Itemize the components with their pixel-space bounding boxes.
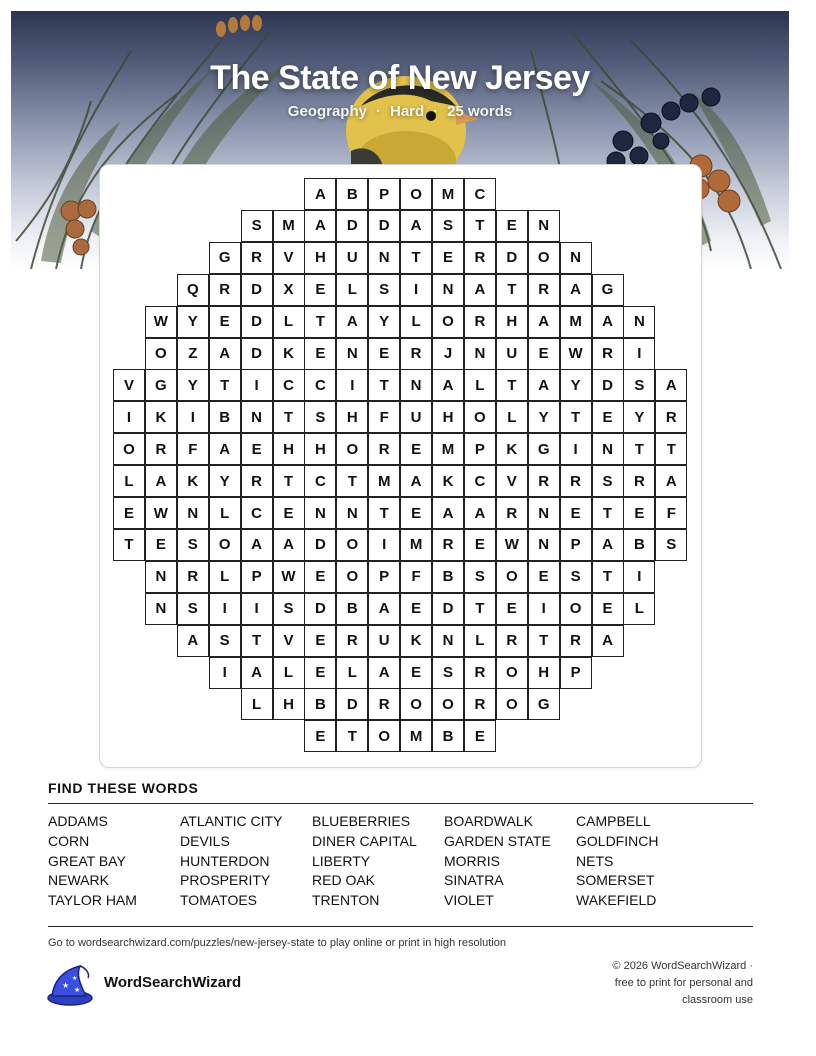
grid-cell[interactable]: A — [655, 369, 687, 401]
grid-cell[interactable]: R — [560, 625, 592, 657]
grid-cell[interactable]: T — [592, 561, 624, 593]
grid-cell[interactable]: W — [145, 497, 177, 529]
grid-cell[interactable]: H — [304, 242, 336, 274]
word-list-item: SINATRA — [444, 872, 504, 889]
word-list-item: MORRIS — [444, 852, 500, 869]
grid-cell[interactable]: M — [368, 465, 400, 497]
grid-cell[interactable]: Q — [177, 274, 209, 306]
grid-cell[interactable]: E — [400, 593, 432, 625]
grid-cell[interactable]: T — [528, 625, 560, 657]
grid-cell[interactable]: L — [336, 274, 368, 306]
word-list-item: TRENTON — [312, 892, 380, 909]
grid-cell[interactable]: O — [336, 561, 368, 593]
word-list-item: PROSPERITY — [180, 872, 271, 889]
grid-cell[interactable]: S — [432, 657, 464, 689]
grid-cell[interactable]: D — [241, 338, 273, 370]
word-list-item: NEWARK — [48, 872, 109, 889]
grid-cell[interactable]: U — [336, 242, 368, 274]
grid-cell[interactable]: S — [464, 561, 496, 593]
category-label: Geography — [287, 103, 367, 120]
grid-cell[interactable]: U — [496, 338, 528, 370]
grid-cell[interactable]: T — [368, 497, 400, 529]
grid-cell[interactable]: R — [432, 529, 464, 561]
grid-cell[interactable]: T — [336, 465, 368, 497]
grid-cell[interactable]: O — [432, 306, 464, 338]
grid-cell[interactable]: N — [528, 497, 560, 529]
grid-cell[interactable]: L — [209, 497, 241, 529]
grid-cell[interactable]: D — [368, 210, 400, 242]
grid-cell[interactable]: K — [145, 401, 177, 433]
grid-cell[interactable]: B — [336, 593, 368, 625]
grid-cell[interactable]: V — [273, 625, 305, 657]
grid-cell[interactable]: S — [177, 593, 209, 625]
word-list-heading: FIND THESE WORDS — [48, 780, 199, 796]
divider — [48, 926, 753, 927]
grid-cell[interactable]: S — [273, 593, 305, 625]
grid-cell[interactable]: P — [368, 178, 400, 210]
grid-cell[interactable]: J — [432, 338, 464, 370]
grid-cell[interactable]: N — [560, 242, 592, 274]
grid-cell[interactable]: A — [336, 306, 368, 338]
grid-cell[interactable]: D — [241, 306, 273, 338]
word-list-item: DEVILS — [180, 832, 230, 849]
grid-cell[interactable]: S — [560, 561, 592, 593]
grid-cell[interactable]: H — [273, 688, 305, 720]
grid-cell[interactable]: O — [336, 433, 368, 465]
grid-cell[interactable]: T — [623, 433, 655, 465]
grid-cell[interactable]: S — [304, 401, 336, 433]
grid-cell[interactable]: Y — [528, 401, 560, 433]
grid-cell[interactable]: T — [496, 369, 528, 401]
word-list-item: TOMATOES — [180, 892, 258, 909]
grid-cell[interactable]: L — [273, 306, 305, 338]
grid-cell[interactable]: S — [368, 274, 400, 306]
grid-cell[interactable]: N — [177, 497, 209, 529]
grid-cell[interactable]: L — [209, 561, 241, 593]
grid-cell[interactable]: R — [241, 465, 273, 497]
grid-cell[interactable]: E — [592, 401, 624, 433]
grid-cell[interactable]: D — [592, 369, 624, 401]
word-list-item: DINER CAPITAL — [312, 832, 417, 849]
grid-cell[interactable]: R — [528, 274, 560, 306]
grid-cell[interactable]: A — [528, 369, 560, 401]
grid-cell[interactable]: I — [241, 593, 273, 625]
word-list-item: TAYLOR HAM — [48, 892, 137, 909]
grid-cell[interactable]: E — [241, 433, 273, 465]
grid-cell[interactable]: T — [496, 274, 528, 306]
grid-cell[interactable]: R — [209, 274, 241, 306]
grid-cell[interactable]: O — [113, 433, 145, 465]
grid-cell[interactable]: I — [241, 369, 273, 401]
grid-cell[interactable]: O — [528, 242, 560, 274]
grid-cell[interactable]: N — [623, 306, 655, 338]
grid-cell[interactable]: O — [496, 688, 528, 720]
grid-cell[interactable]: S — [623, 369, 655, 401]
grid-cell[interactable]: W — [496, 529, 528, 561]
grid-cell[interactable]: E — [273, 497, 305, 529]
grid-cell[interactable]: L — [464, 625, 496, 657]
grid-cell[interactable]: I — [400, 274, 432, 306]
grid-cell[interactable]: I — [528, 593, 560, 625]
grid-cell[interactable]: R — [496, 497, 528, 529]
word-list-item: ADDAMS — [48, 813, 108, 829]
grid-cell[interactable]: V — [113, 369, 145, 401]
grid-cell[interactable]: D — [336, 210, 368, 242]
word-count-label: 25 words — [447, 103, 513, 120]
grid-cell[interactable]: I — [368, 529, 400, 561]
grid-cell[interactable]: B — [304, 688, 336, 720]
grid-cell[interactable]: W — [145, 306, 177, 338]
grid-cell[interactable]: W — [560, 338, 592, 370]
grid-cell[interactable]: R — [400, 338, 432, 370]
grid-cell[interactable]: E — [560, 497, 592, 529]
word-list-item: GREAT BAY — [48, 852, 126, 869]
grid-cell[interactable]: B — [432, 720, 464, 752]
grid-cell[interactable]: E — [496, 210, 528, 242]
grid-cell[interactable]: B — [336, 178, 368, 210]
grid-cell[interactable]: E — [113, 497, 145, 529]
grid-cell[interactable]: S — [432, 210, 464, 242]
grid-cell[interactable]: O — [560, 593, 592, 625]
grid-cell[interactable]: E — [464, 720, 496, 752]
grid-cell[interactable]: I — [623, 561, 655, 593]
grid-cell[interactable]: A — [177, 625, 209, 657]
grid-cell[interactable]: U — [368, 625, 400, 657]
grid-cell[interactable]: A — [209, 433, 241, 465]
grid-cell[interactable]: E — [528, 338, 560, 370]
grid-cell[interactable]: H — [496, 306, 528, 338]
grid-cell[interactable]: Y — [623, 401, 655, 433]
word-list-item: WAKEFIELD — [576, 892, 657, 909]
grid-cell[interactable]: E — [304, 720, 336, 752]
grid-cell[interactable]: P — [241, 561, 273, 593]
grid-cell[interactable]: A — [368, 593, 400, 625]
grid-cell[interactable]: F — [400, 561, 432, 593]
grid-cell[interactable]: C — [273, 369, 305, 401]
grid-cell[interactable]: O — [368, 720, 400, 752]
grid-cell[interactable]: N — [432, 274, 464, 306]
grid-cell[interactable]: S — [655, 529, 687, 561]
word-list-item: LIBERTY — [312, 852, 371, 869]
grid-cell[interactable]: R — [560, 465, 592, 497]
grid-cell[interactable]: Z — [177, 338, 209, 370]
grid-cell[interactable]: A — [304, 178, 336, 210]
grid-cell[interactable]: R — [592, 338, 624, 370]
grid-cell[interactable]: N — [528, 210, 560, 242]
grid-cell[interactable]: K — [177, 465, 209, 497]
grid-cell[interactable]: A — [432, 369, 464, 401]
word-list-item: HUNTERDON — [180, 852, 270, 869]
grid-cell[interactable]: F — [177, 433, 209, 465]
word-list-item: VIOLET — [444, 892, 494, 909]
grid-cell[interactable]: R — [241, 242, 273, 274]
grid-cell[interactable]: L — [623, 593, 655, 625]
grid-cell[interactable]: E — [400, 497, 432, 529]
grid-cell[interactable]: R — [464, 306, 496, 338]
grid-cell[interactable]: A — [432, 497, 464, 529]
word-list-item: GARDEN STATE — [444, 832, 551, 849]
grid-cell[interactable]: E — [304, 561, 336, 593]
grid-cell[interactable]: A — [273, 529, 305, 561]
grid-cell[interactable]: I — [209, 657, 241, 689]
grid-cell[interactable]: C — [464, 465, 496, 497]
grid-cell[interactable]: K — [273, 338, 305, 370]
grid-cell[interactable]: C — [241, 497, 273, 529]
grid-cell[interactable]: A — [655, 465, 687, 497]
grid-cell[interactable]: T — [209, 369, 241, 401]
grid-cell[interactable]: R — [464, 688, 496, 720]
grid-cell[interactable]: L — [113, 465, 145, 497]
grid-cell[interactable]: P — [560, 529, 592, 561]
grid-cell[interactable]: D — [304, 529, 336, 561]
grid-cell[interactable]: T — [113, 529, 145, 561]
grid-cell[interactable]: P — [560, 657, 592, 689]
grid-cell[interactable]: B — [623, 529, 655, 561]
grid-cell[interactable]: A — [145, 465, 177, 497]
grid-cell[interactable]: Y — [368, 306, 400, 338]
grid-cell[interactable]: G — [528, 688, 560, 720]
word-list — [48, 813, 753, 912]
grid-cell[interactable]: R — [145, 433, 177, 465]
grid-cell[interactable]: N — [432, 625, 464, 657]
grid-cell[interactable]: E — [145, 529, 177, 561]
grid-cell[interactable]: T — [273, 401, 305, 433]
grid-cell[interactable]: L — [496, 401, 528, 433]
difficulty-label: Hard — [389, 103, 425, 120]
grid-cell[interactable]: X — [273, 274, 305, 306]
grid-cell[interactable]: M — [432, 178, 464, 210]
grid-cell[interactable]: A — [304, 210, 336, 242]
grid-cell[interactable]: S — [177, 529, 209, 561]
grid-cell[interactable]: T — [560, 401, 592, 433]
grid-cell[interactable]: A — [241, 657, 273, 689]
grid-cell[interactable]: R — [368, 433, 400, 465]
puzzle-meta: Geography · Hard · 25 words — [287, 103, 513, 120]
grid-cell[interactable]: H — [273, 433, 305, 465]
grid-cell[interactable]: A — [464, 497, 496, 529]
grid-cell[interactable]: A — [560, 274, 592, 306]
grid-cell[interactable]: A — [592, 625, 624, 657]
grid-cell[interactable]: T — [464, 210, 496, 242]
grid-cell[interactable]: N — [241, 401, 273, 433]
grid-cell[interactable]: D — [304, 593, 336, 625]
grid-cell[interactable]: S — [209, 625, 241, 657]
word-list-item: SOMERSET — [576, 872, 655, 889]
grid-cell[interactable]: N — [400, 369, 432, 401]
grid-cell[interactable]: P — [368, 561, 400, 593]
grid-cell[interactable]: A — [592, 529, 624, 561]
grid-cell[interactable]: W — [273, 561, 305, 593]
grid-cell[interactable]: H — [528, 657, 560, 689]
divider — [48, 803, 753, 804]
grid-cell[interactable]: F — [655, 497, 687, 529]
grid-cell[interactable]: M — [273, 210, 305, 242]
grid-cell[interactable]: O — [432, 688, 464, 720]
grid-cell[interactable]: E — [496, 593, 528, 625]
grid-cell[interactable]: N — [145, 561, 177, 593]
grid-cell[interactable]: Y — [560, 369, 592, 401]
grid-cell[interactable]: O — [336, 529, 368, 561]
grid-cell[interactable]: F — [368, 401, 400, 433]
grid-cell[interactable]: I — [113, 401, 145, 433]
grid-cell[interactable]: D — [496, 242, 528, 274]
svg-text:★: ★ — [72, 975, 78, 982]
grid-cell[interactable]: I — [209, 593, 241, 625]
grid-cell[interactable]: A — [528, 306, 560, 338]
grid-cell[interactable]: E — [304, 338, 336, 370]
grid-cell[interactable]: E — [432, 242, 464, 274]
grid-cell[interactable]: N — [592, 433, 624, 465]
brand-name: WordSearchWizard — [104, 974, 242, 991]
grid-cell[interactable]: R — [623, 465, 655, 497]
grid-cell[interactable]: O — [145, 338, 177, 370]
grid-cell[interactable]: C — [304, 369, 336, 401]
word-list-item: BLUEBERRIES — [312, 813, 411, 829]
grid-cell[interactable]: T — [273, 465, 305, 497]
grid-cell[interactable]: A — [464, 274, 496, 306]
grid-cell[interactable]: T — [304, 306, 336, 338]
grid-cell[interactable]: D — [241, 274, 273, 306]
grid-cell[interactable]: N — [368, 242, 400, 274]
grid-cell[interactable]: C — [464, 178, 496, 210]
grid-cell[interactable]: H — [304, 433, 336, 465]
grid-cell[interactable]: E — [304, 274, 336, 306]
page-title: The State of New Jersey — [210, 59, 590, 97]
grid-cell[interactable]: H — [336, 401, 368, 433]
grid-cell[interactable]: O — [400, 178, 432, 210]
grid-cell[interactable]: N — [145, 593, 177, 625]
svg-text:★: ★ — [62, 981, 70, 990]
grid-cell[interactable]: A — [400, 210, 432, 242]
grid-cell[interactable]: O — [400, 688, 432, 720]
word-list-item: BOARDWALK — [444, 813, 533, 829]
grid-cell[interactable]: R — [464, 657, 496, 689]
grid-cell[interactable]: G — [209, 242, 241, 274]
grid-cell[interactable]: Y — [177, 306, 209, 338]
grid-cell[interactable]: L — [400, 306, 432, 338]
svg-text:★: ★ — [74, 986, 81, 994]
word-list-item: RED OAK — [312, 872, 376, 889]
grid-cell[interactable]: R — [528, 465, 560, 497]
grid-cell[interactable]: L — [464, 369, 496, 401]
grid-cell[interactable]: D — [432, 593, 464, 625]
word-list-item: CAMPBELL — [576, 813, 651, 829]
grid-cell[interactable]: M — [560, 306, 592, 338]
grid-cell[interactable]: I — [336, 369, 368, 401]
grid-cell[interactable]: D — [336, 688, 368, 720]
grid-cell[interactable]: L — [241, 688, 273, 720]
grid-cell[interactable]: I — [560, 433, 592, 465]
grid-cell[interactable]: G — [145, 369, 177, 401]
grid-cell[interactable]: E — [400, 433, 432, 465]
word-list-item: ATLANTIC CITY — [180, 813, 283, 829]
grid-cell[interactable]: C — [304, 465, 336, 497]
grid-cell[interactable]: N — [304, 497, 336, 529]
word-list-item: NETS — [576, 852, 614, 869]
grid-cell[interactable]: E — [592, 593, 624, 625]
grid-cell[interactable]: T — [592, 497, 624, 529]
grid-cell[interactable]: R — [368, 688, 400, 720]
grid-cell[interactable]: M — [400, 720, 432, 752]
grid-cell[interactable]: G — [592, 274, 624, 306]
copyright-text: © 2026 WordSearchWizard · free to print for personal and classroom use — [612, 960, 753, 1006]
grid-cell[interactable]: O — [464, 401, 496, 433]
grid-cell[interactable]: G — [528, 433, 560, 465]
grid-cell[interactable]: S — [592, 465, 624, 497]
grid-cell[interactable]: M — [432, 433, 464, 465]
grid-cell[interactable]: B — [432, 561, 464, 593]
grid-cell[interactable]: R — [496, 625, 528, 657]
grid-cell[interactable]: T — [241, 625, 273, 657]
grid-cell[interactable]: B — [209, 401, 241, 433]
grid-cell[interactable]: V — [273, 242, 305, 274]
grid-cell[interactable]: E — [304, 625, 336, 657]
grid-cell[interactable]: O — [496, 561, 528, 593]
grid-cell[interactable]: R — [177, 561, 209, 593]
grid-cell[interactable]: O — [209, 529, 241, 561]
grid-cell[interactable]: N — [464, 338, 496, 370]
grid-cell[interactable]: E — [209, 306, 241, 338]
grid-cell[interactable]: A — [400, 465, 432, 497]
grid-cell[interactable]: U — [400, 401, 432, 433]
grid-cell[interactable]: A — [209, 338, 241, 370]
grid-cell[interactable]: P — [464, 433, 496, 465]
grid-cell[interactable]: H — [432, 401, 464, 433]
grid-cell[interactable]: K — [496, 433, 528, 465]
grid-cell[interactable]: R — [464, 242, 496, 274]
word-list-item: GOLDFINCH — [576, 832, 659, 849]
grid-cell[interactable]: N — [528, 529, 560, 561]
word-list-item: CORN — [48, 832, 90, 849]
grid-cell[interactable]: A — [241, 529, 273, 561]
grid-cell[interactable]: N — [336, 497, 368, 529]
grid-cell[interactable]: A — [592, 306, 624, 338]
grid-cell[interactable]: A — [368, 657, 400, 689]
grid-cell[interactable]: E — [528, 561, 560, 593]
grid-cell[interactable]: T — [400, 242, 432, 274]
footer-url-text: Go to wordsearchwizard.com/puzzles/new-jersey-state to play online or print in high resolution — [48, 937, 506, 949]
grid-cell[interactable]: L — [273, 657, 305, 689]
grid-cell[interactable]: I — [177, 401, 209, 433]
grid-cell[interactable]: E — [464, 529, 496, 561]
grid-cell[interactable]: T — [655, 433, 687, 465]
grid-cell[interactable]: R — [336, 625, 368, 657]
grid-cell[interactable]: E — [304, 657, 336, 689]
grid-cell[interactable]: T — [368, 369, 400, 401]
grid-cell[interactable]: E — [368, 338, 400, 370]
grid-cell[interactable]: E — [623, 497, 655, 529]
grid-cell[interactable]: V — [496, 465, 528, 497]
grid-cell[interactable]: I — [623, 338, 655, 370]
grid-cell[interactable]: S — [241, 210, 273, 242]
grid-cell[interactable]: K — [400, 625, 432, 657]
grid-cell[interactable]: K — [432, 465, 464, 497]
grid-cell[interactable]: T — [464, 593, 496, 625]
grid-cell[interactable]: E — [400, 657, 432, 689]
wizard-hat-icon — [46, 964, 94, 1011]
grid-cell[interactable]: Y — [209, 465, 241, 497]
grid-cell[interactable]: N — [336, 338, 368, 370]
grid-cell[interactable]: T — [336, 720, 368, 752]
grid-cell[interactable]: Y — [177, 369, 209, 401]
grid-cell[interactable]: R — [655, 401, 687, 433]
grid-cell[interactable]: M — [400, 529, 432, 561]
grid-cell[interactable]: L — [336, 657, 368, 689]
grid-cell[interactable]: O — [496, 657, 528, 689]
